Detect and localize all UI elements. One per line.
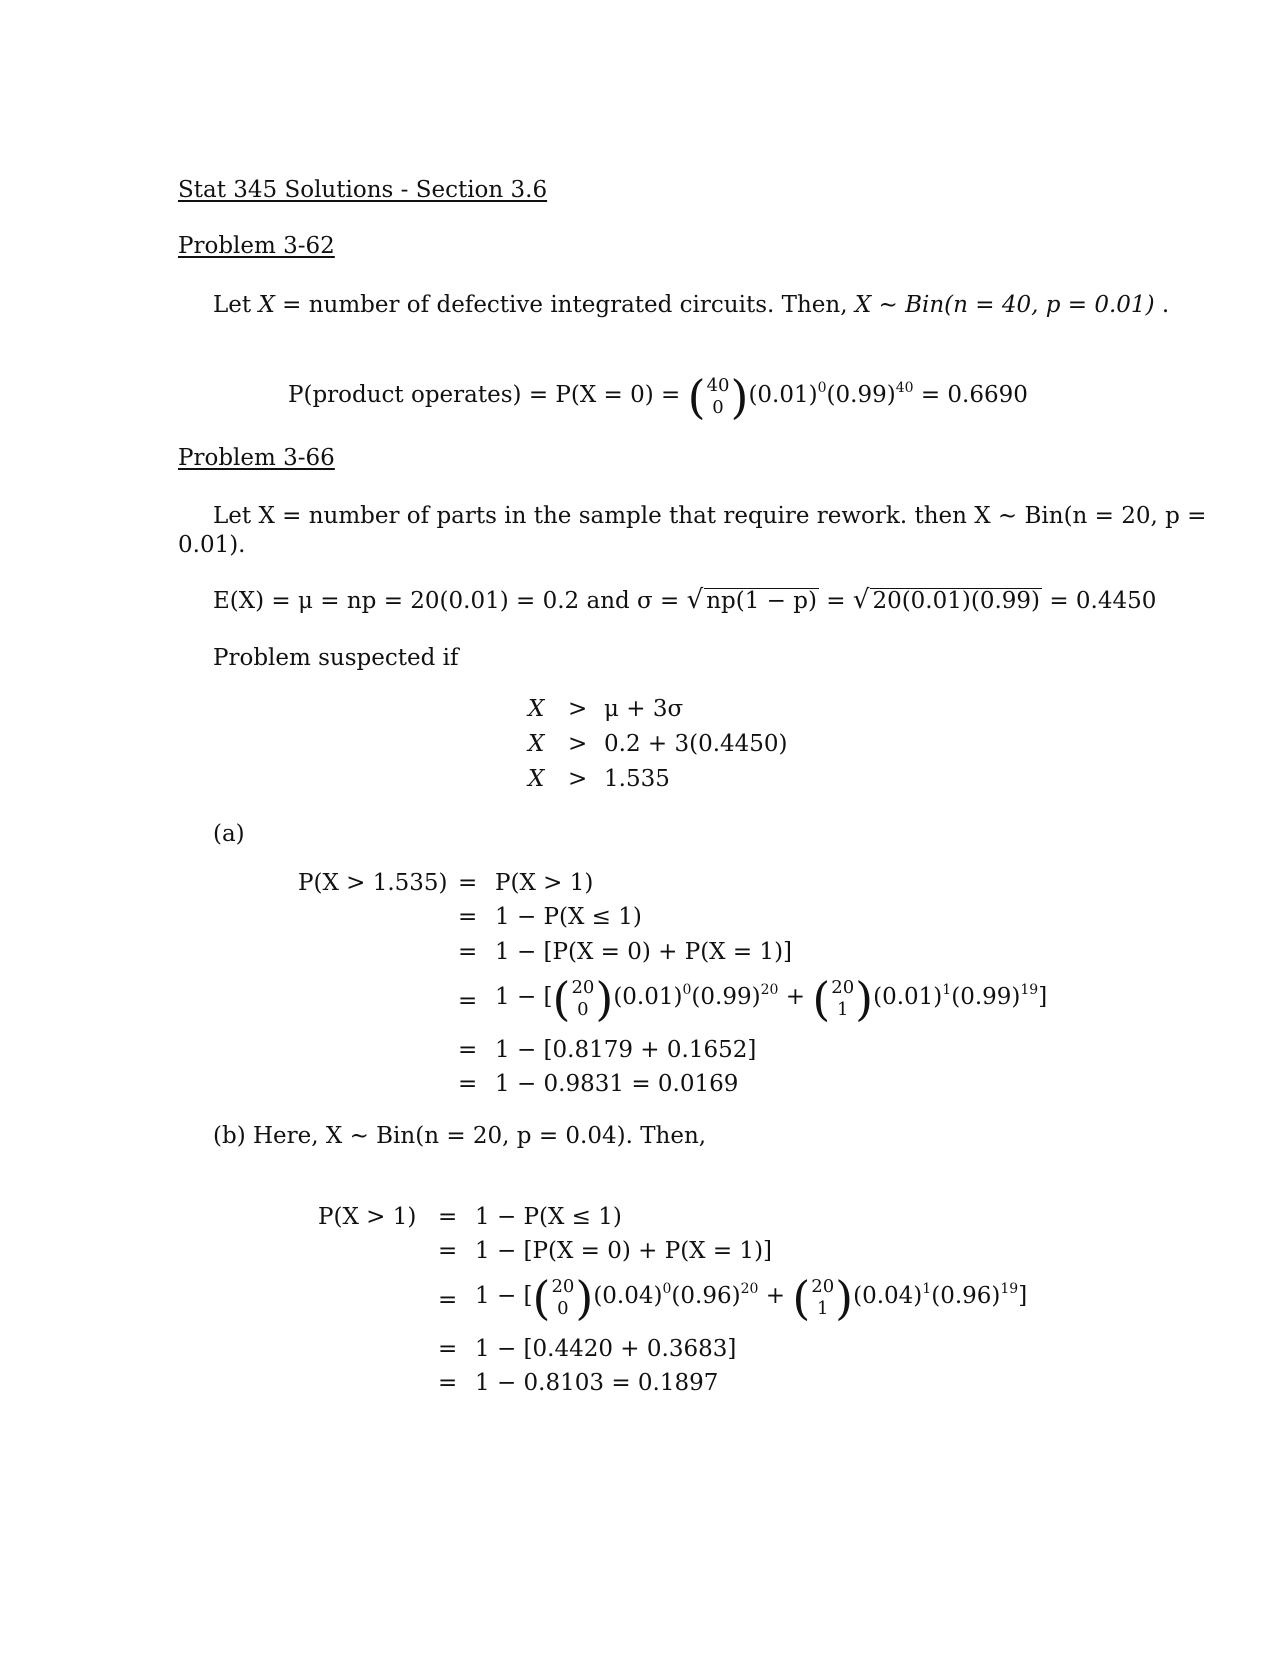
part-a-row: P(X > 1) bbox=[495, 870, 594, 896]
inequality-block bbox=[528, 692, 828, 797]
sqrt-icon: √ bbox=[852, 585, 870, 615]
part-a-row: 1 − 0.9831 = 0.0169 bbox=[495, 1071, 739, 1097]
binomial-coefficient: ( 20 1 ) bbox=[812, 971, 874, 1026]
eq-sign: = bbox=[438, 1287, 458, 1313]
part-b-lhs: P(X > 1) bbox=[318, 1204, 417, 1230]
eq-sign: = bbox=[458, 870, 478, 896]
part-b-row: 1 − P(X ≤ 1) bbox=[475, 1204, 622, 1230]
part-b-row: 1 − [( 20 0 )$(0.04)^0(0.96)^{20}$ + ( 20 1 )$(0.04)^1(0.96)^{19}$] bbox=[475, 1270, 1028, 1325]
problem-3-62-intro: Let X = number of defective integrated circuits. Then, X ∼ Bin(n = 40, p = 0.01) . bbox=[213, 292, 1170, 318]
part-a-label: (a) bbox=[213, 821, 245, 847]
eq-sign: = bbox=[458, 1071, 478, 1097]
binomial-coefficient: ( 20 0 ) bbox=[552, 971, 614, 1026]
eq-sign: = bbox=[438, 1336, 458, 1362]
eq-sign: = bbox=[438, 1238, 458, 1264]
part-b-row: 1 − 0.8103 = 0.1897 bbox=[475, 1370, 719, 1396]
binomial-coefficient: ( 40 0 ) bbox=[687, 369, 749, 424]
part-a-row: 1 − [( 20 0 )$(0.01)^0(0.99)^{20}$ + ( 20 1 )$(0.01)^1(0.99)^{19}$] bbox=[495, 971, 1048, 1026]
eq-sign: = bbox=[438, 1370, 458, 1396]
part-a-row: 1 − [P(X = 0) + P(X = 1)] bbox=[495, 939, 793, 965]
eq-sign: = bbox=[458, 904, 478, 930]
part-a-row: 1 − P(X ≤ 1) bbox=[495, 904, 642, 930]
sqrt-icon: √ bbox=[686, 585, 704, 615]
eq-sign: = bbox=[458, 939, 478, 965]
part-b-derivation bbox=[318, 1200, 1028, 1410]
inequality-row: X > μ + 3σ bbox=[528, 696, 684, 722]
problem-3-62-equation: P(product operates) = P(X = 0) = ( 40 0 )$(0.01)^0(0.99)^{40} = 0.6690$ bbox=[288, 369, 1028, 424]
binomial-coefficient: ( 20 1 ) bbox=[792, 1270, 854, 1325]
eq-sign: = bbox=[458, 988, 478, 1014]
problem-3-66-intro-line1: Let X = number of parts in the sample that require rework. then X ∼ Bin(n = 20, p = bbox=[213, 503, 1207, 529]
inequality-row: X > 0.2 + 3(0.4450) bbox=[528, 731, 788, 757]
eq-sign: = bbox=[458, 1037, 478, 1063]
problem-3-62-heading: Problem 3-62 bbox=[178, 233, 335, 259]
part-a-derivation bbox=[298, 866, 1048, 1106]
part-a-row: 1 − [0.8179 + 0.1652] bbox=[495, 1037, 757, 1063]
inequality-row: X > 1.535 bbox=[528, 766, 670, 792]
part-a-lhs: P(X > 1.535) bbox=[298, 870, 448, 896]
binomial-coefficient: ( 20 0 ) bbox=[532, 1270, 594, 1325]
part-b-intro: (b) Here, X ∼ Bin(n = 20, p = 0.04). Then, bbox=[213, 1123, 707, 1149]
problem-3-66-intro-line2: 0.01). bbox=[178, 532, 246, 558]
part-b-row: 1 − [0.4420 + 0.3683] bbox=[475, 1336, 737, 1362]
eq-sign: = bbox=[438, 1204, 458, 1230]
mean-sd-equation: E(X) = μ = np = 20(0.01) = 0.2 and σ = √ np(1 − p) = √ 20(0.01)(0.99) = 0.4450 bbox=[213, 585, 1157, 615]
suspect-text: Problem suspected if bbox=[213, 645, 459, 671]
problem-3-66-heading: Problem 3-66 bbox=[178, 445, 335, 471]
part-b-row: 1 − [P(X = 0) + P(X = 1)] bbox=[475, 1238, 773, 1264]
page-title: Stat 345 Solutions - Section 3.6 bbox=[178, 177, 548, 203]
